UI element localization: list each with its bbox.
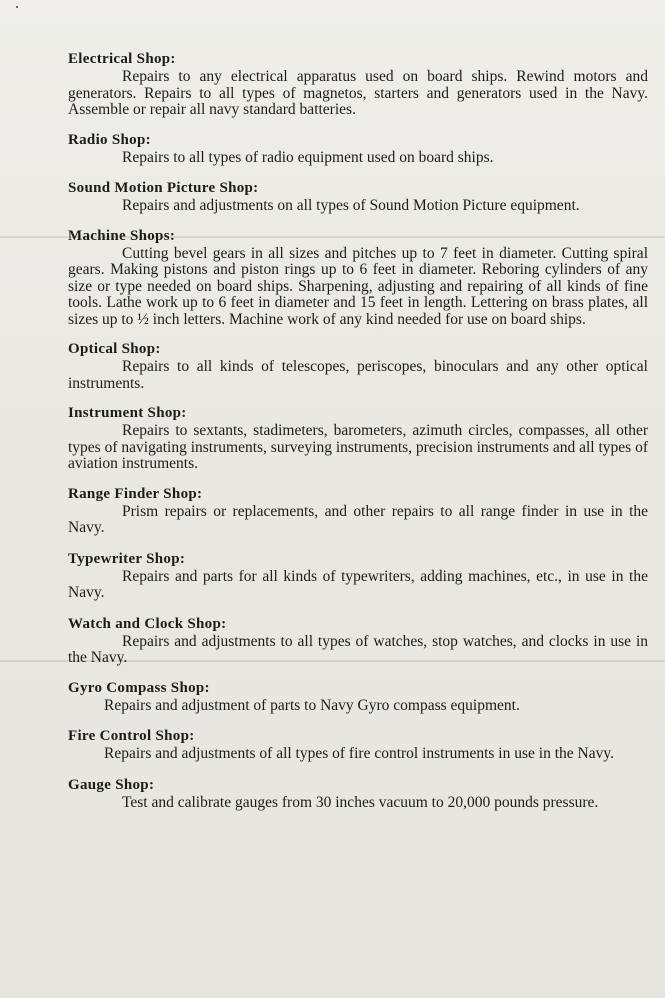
- section-body: Prism repairs or replacements, and other repairs to all range finder in use in the Navy.: [68, 502, 648, 536]
- section-instrument-shop: [68, 404, 648, 473]
- section-machine-shops: [68, 227, 648, 329]
- section-body: Repairs and adjustments to all types of watches, stop watches, and clocks in use in the Navy.: [68, 632, 648, 666]
- section-fire-control-shop: [68, 727, 648, 763]
- section-range-finder-shop: [68, 485, 648, 537]
- section-body: Repairs and adjustment of parts to Navy Gyro compass equipment.: [104, 696, 520, 714]
- section-heading: Radio Shop:: [68, 131, 151, 148]
- paper-speck: [16, 6, 18, 8]
- section-watch-and-clock-shop: [68, 615, 648, 667]
- section-body: Test and calibrate gauges from 30 inches vacuum to 20,000 pounds pressure.: [122, 793, 599, 811]
- shop-list: [68, 50, 648, 811]
- section-heading: Electrical Shop:: [68, 51, 176, 67]
- section-heading: Sound Motion Picture Shop:: [68, 180, 259, 196]
- section-heading: Range Finder Shop:: [68, 485, 203, 502]
- section-electrical-shop: [68, 50, 648, 119]
- section-body: Repairs to sextants, stadimeters, barometers, azimuth circles, compasses, all other types of navigating instruments, surveying instruments, precision instruments and all types of aviation instruments.: [68, 422, 648, 472]
- section-heading: Machine Shops:: [68, 227, 176, 244]
- section-body: Repairs and adjustments on all types of Sound Motion Picture equipment.: [122, 197, 580, 214]
- section-sound-motion-picture-shop: [68, 179, 648, 215]
- section-heading: Fire Control Shop:: [68, 728, 195, 744]
- section-body: Repairs and adjustments of all types of fire control instruments in use in the Navy.: [104, 745, 614, 762]
- section-body: Repairs and parts for all kinds of typewriters, adding machines, etc., in use in the Navy.: [68, 567, 648, 601]
- section-heading: Instrument Shop:: [68, 405, 187, 421]
- section-optical-shop: [68, 340, 648, 392]
- section-body: Repairs to any electrical apparatus used on board ships. Rewind motors and generators. Repairs to all types of magnetos, starters and generators used in the Navy. Assemble or repair all navy standard batteries.: [68, 68, 648, 118]
- section-heading: Typewriter Shop:: [68, 550, 186, 567]
- section-heading: Watch and Clock Shop:: [68, 615, 227, 632]
- section-heading: Gauge Shop:: [68, 776, 155, 793]
- section-heading: Optical Shop:: [68, 341, 161, 357]
- section-body: Repairs to all types of radio equipment used on board ships.: [122, 148, 494, 166]
- section-heading: Gyro Compass Shop:: [68, 679, 210, 696]
- section-body: Repairs to all kinds of telescopes, periscopes, binoculars and any other optical instruments.: [68, 358, 648, 392]
- section-gyro-compass-shop: [68, 679, 648, 715]
- section-body: Cutting bevel gears in all sizes and pitches up to 7 feet in diameter. Cutting spiral gears. Making pistons and piston rings up to 6 feet in diameter. Reboring cylinders of any size or type needed on board ships. Sharpening, adjusting and repairing of all kinds of fine tools. Lathe work up to 6 feet in diameter and 15 feet in length. Lettering on brass plates, all sizes up to ½ inch letters. Machine work of any kind needed for use on board ships.: [68, 244, 648, 328]
- section-radio-shop: [68, 131, 648, 167]
- section-typewriter-shop: [68, 550, 648, 602]
- section-gauge-shop: [68, 776, 648, 812]
